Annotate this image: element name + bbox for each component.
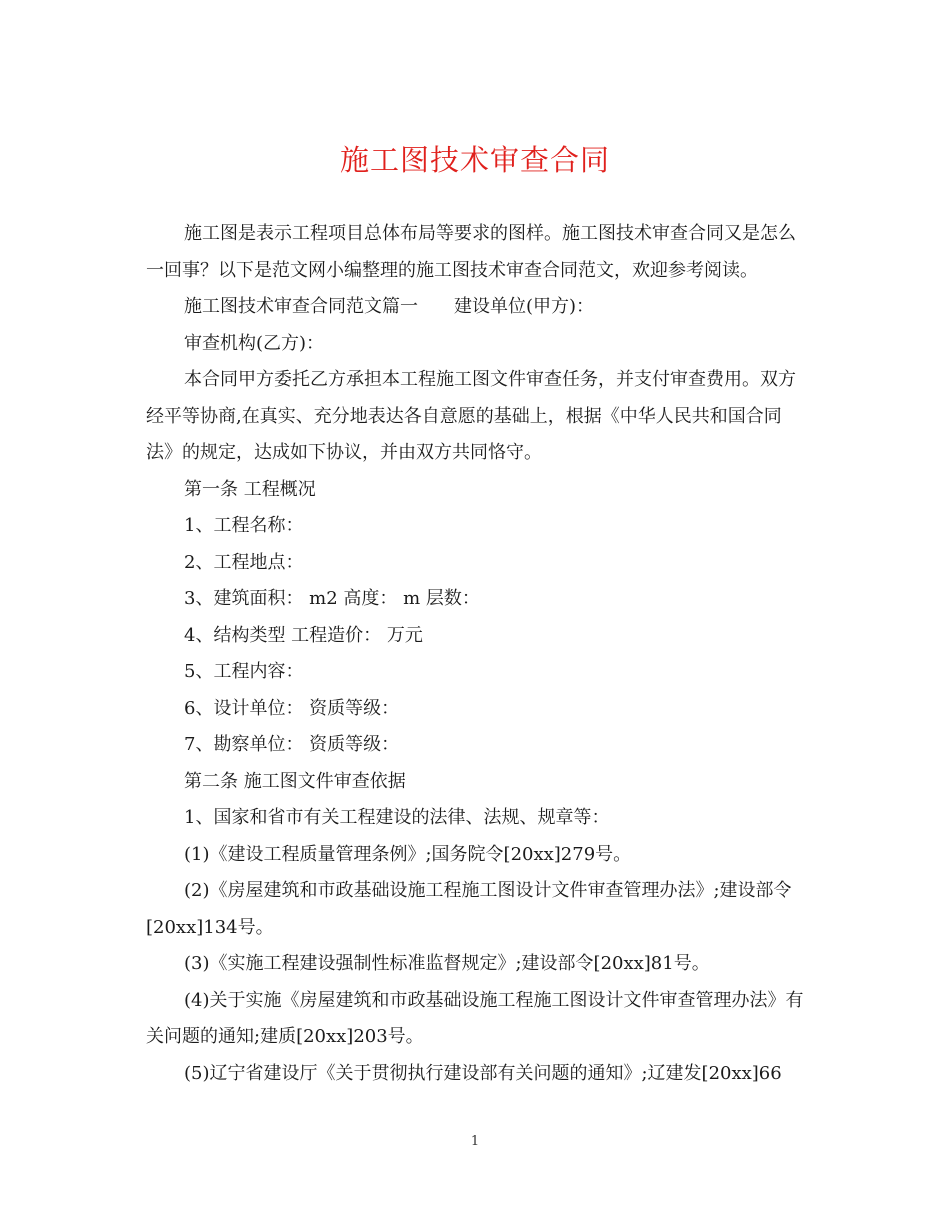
page-number: 1 <box>470 1134 480 1149</box>
list-item: 3、建筑面积： m2 高度： m 层数： <box>184 588 480 609</box>
list-item: 1、国家和省市有关工程建设的法律、法规、规章等： <box>184 807 610 828</box>
paragraph-party-a: 施工图技术审查合同范文篇一 建设单位(甲方)： <box>184 296 595 317</box>
list-item: (1)《建设工程质量管理条例》;国务院令[20xx]279号。 <box>184 843 632 865</box>
article-1-heading: 第一条 工程概况 <box>184 478 316 500</box>
list-item: (2)《房屋建筑和市政基础设施工程施工图设计文件审查管理办法》;建设部令[20xx]134号。 <box>146 880 792 938</box>
list-item: 4、结构类型 工程造价： 万元 <box>184 624 423 646</box>
list-item: (4)关于实施《房屋建筑和市政基础设施工程施工图设计文件审查管理办法》有关问题的通知;建质[20xx]203号。 <box>146 989 804 1047</box>
document-body <box>146 216 806 1092</box>
list-item: 7、勘察单位： 资质等级： <box>184 734 400 755</box>
paragraph-intro: 施工图是表示工程项目总体布局等要求的图样。施工图技术审查合同又是怎么一回事？以下是范文网小编整理的施工图技术审查合同范文，欢迎参考阅读。 <box>146 223 796 281</box>
article-2-heading: 第二条 施工图文件审查依据 <box>184 770 406 792</box>
list-item: 5、工程内容： <box>184 661 304 682</box>
list-item: 6、设计单位： 资质等级： <box>184 697 400 719</box>
list-item: (5)辽宁省建设厅《关于贯彻执行建设部有关问题的通知》;辽建发[20xx]66 <box>184 1062 782 1084</box>
list-item: 1、工程名称： <box>184 515 304 536</box>
paragraph-preamble: 本合同甲方委托乙方承担本工程施工图文件审查任务，并支付审查费用。双方经平等协商,在真实、充分地表达各自意愿的基础上，根据《中华人民共和国合同法》的规定，达成如下协议，并由双方共同恪守。 <box>146 369 796 463</box>
document-title: 施工图技术审查合同 <box>339 143 610 177</box>
paragraph-party-b: 审查机构(乙方)： <box>184 332 325 354</box>
list-item: 2、工程地点： <box>184 551 304 573</box>
list-item: (3)《实施工程建设强制性标准监督规定》;建设部令[20xx]81号。 <box>184 953 710 974</box>
